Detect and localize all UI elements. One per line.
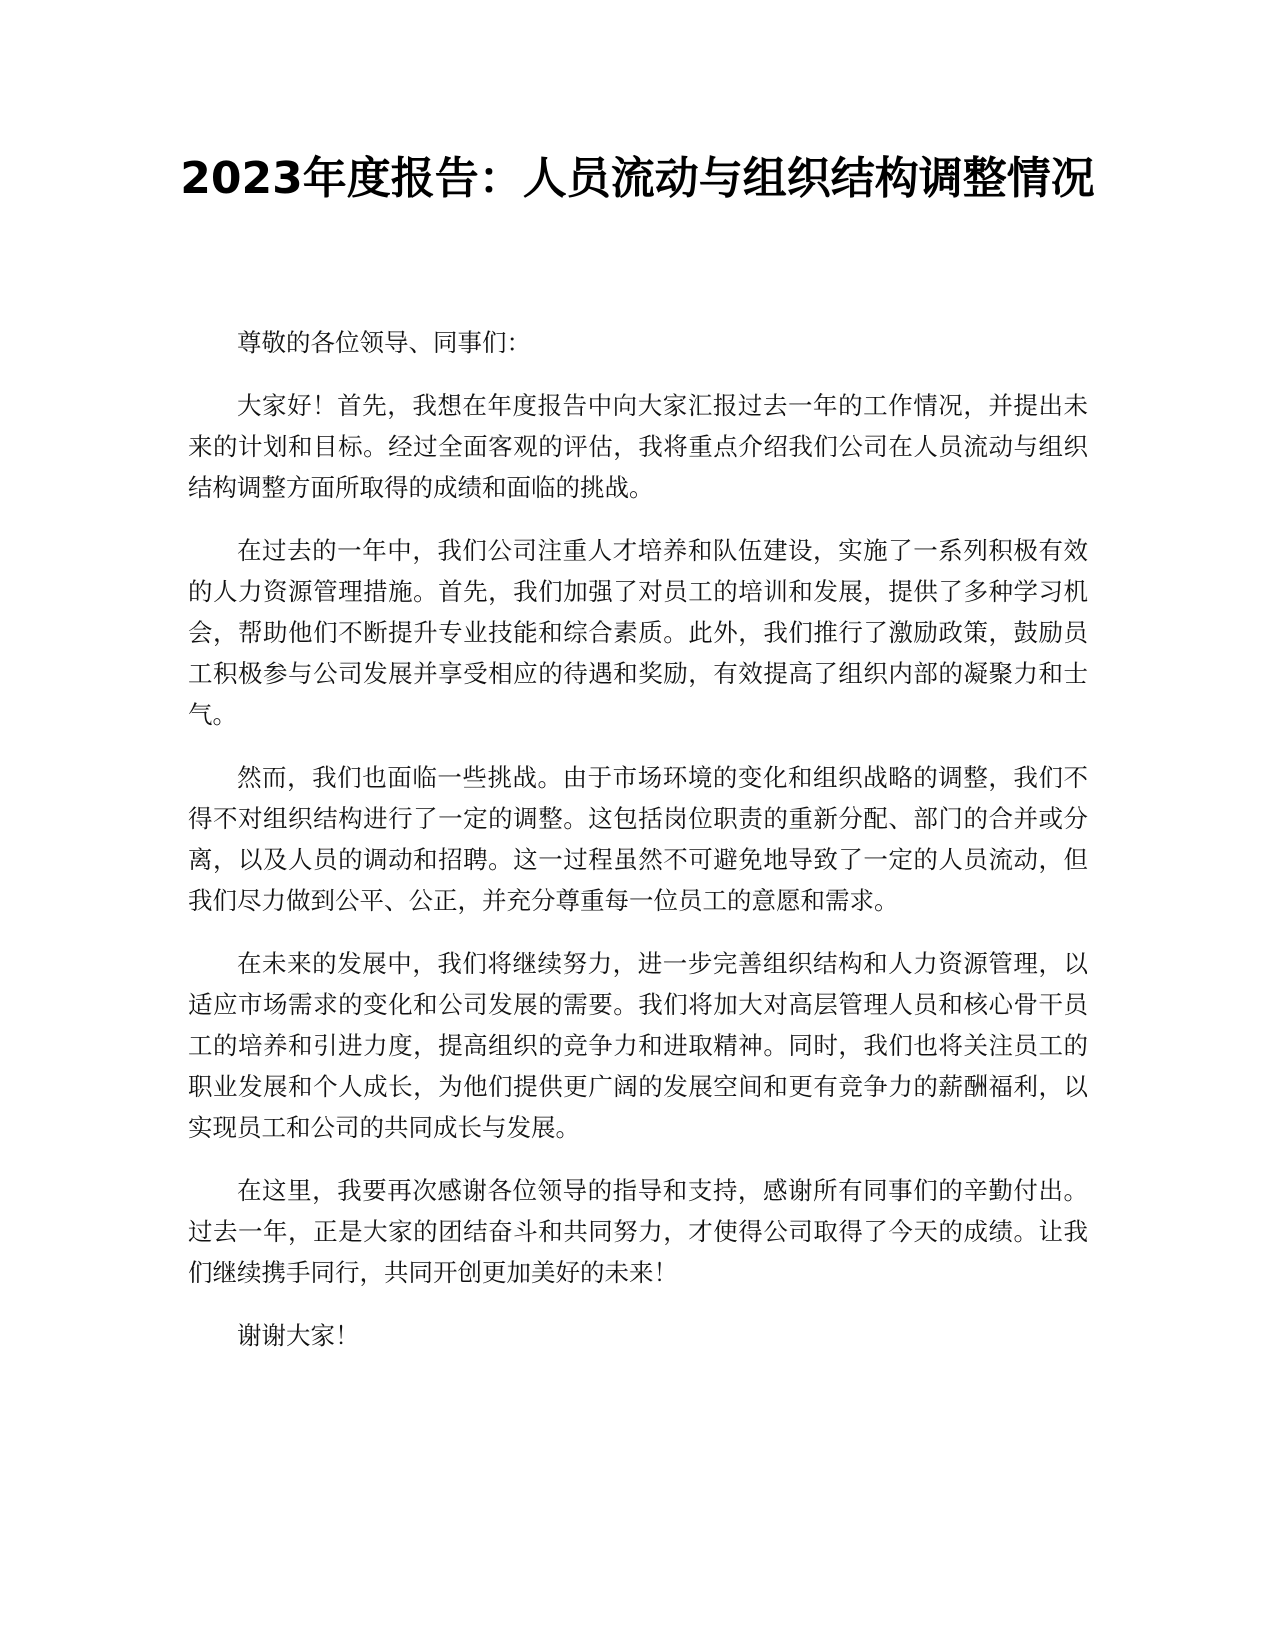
opening-paragraph: 大家好！首先，我想在年度报告中向大家汇报过去一年的工作情况，并提出未来的计划和目标。经过全面客观的评估，我将重点介绍我们公司在人员流动与组织结构调整方面所取得的成绩和面临的挑战。 [188,391,1088,502]
future-plans-paragraph: 在未来的发展中，我们将继续努力，进一步完善组织结构和人力资源管理，以适应市场需求的变化和公司发展的需要。我们将加大对高层管理人员和核心骨干员工的培养和引进力度，提高组织的竞争力和进取精神。同时，我们也将关注员工的职业发展和个人成长，为他们提供更广阔的发展空间和更有竞争力的薪酬福利，以实现员工和公司的共同成长与发展。 [188,949,1088,1142]
closing-paragraph: 谢谢大家！ [237,1321,360,1350]
document-body [188,322,1088,1378]
challenges-paragraph: 然而，我们也面临一些挑战。由于市场环境的变化和组织战略的调整，我们不得不对组织结构进行了一定的调整。这包括岗位职责的重新分配、部门的合并或分离，以及人员的调动和招聘。这一过程虽然不可避免地导致了一定的人员流动，但我们尽力做到公平、公正，并充分尊重每一位员工的意愿和需求。 [188,763,1088,915]
achievements-paragraph: 在过去的一年中，我们公司注重人才培养和队伍建设，实施了一系列积极有效的人力资源管理措施。首先，我们加强了对员工的培训和发展，提供了多种学习机会，帮助他们不断提升专业技能和综合素质。此外，我们推行了激励政策，鼓励员工积极参与公司发展并享受相应的待遇和奖励，有效提高了组织内部的凝聚力和士气。 [188,536,1088,729]
salutation-paragraph: 尊敬的各位领导、同事们： [237,328,531,357]
document-title: 2023年度报告：人员流动与组织结构调整情况 [180,153,1095,204]
thanks-paragraph: 在这里，我要再次感谢各位领导的指导和支持，感谢所有同事们的辛勤付出。过去一年，正是大家的团结奋斗和共同努力，才使得公司取得了今天的成绩。让我们继续携手同行，共同开创更加美好的未来！ [188,1176,1088,1287]
